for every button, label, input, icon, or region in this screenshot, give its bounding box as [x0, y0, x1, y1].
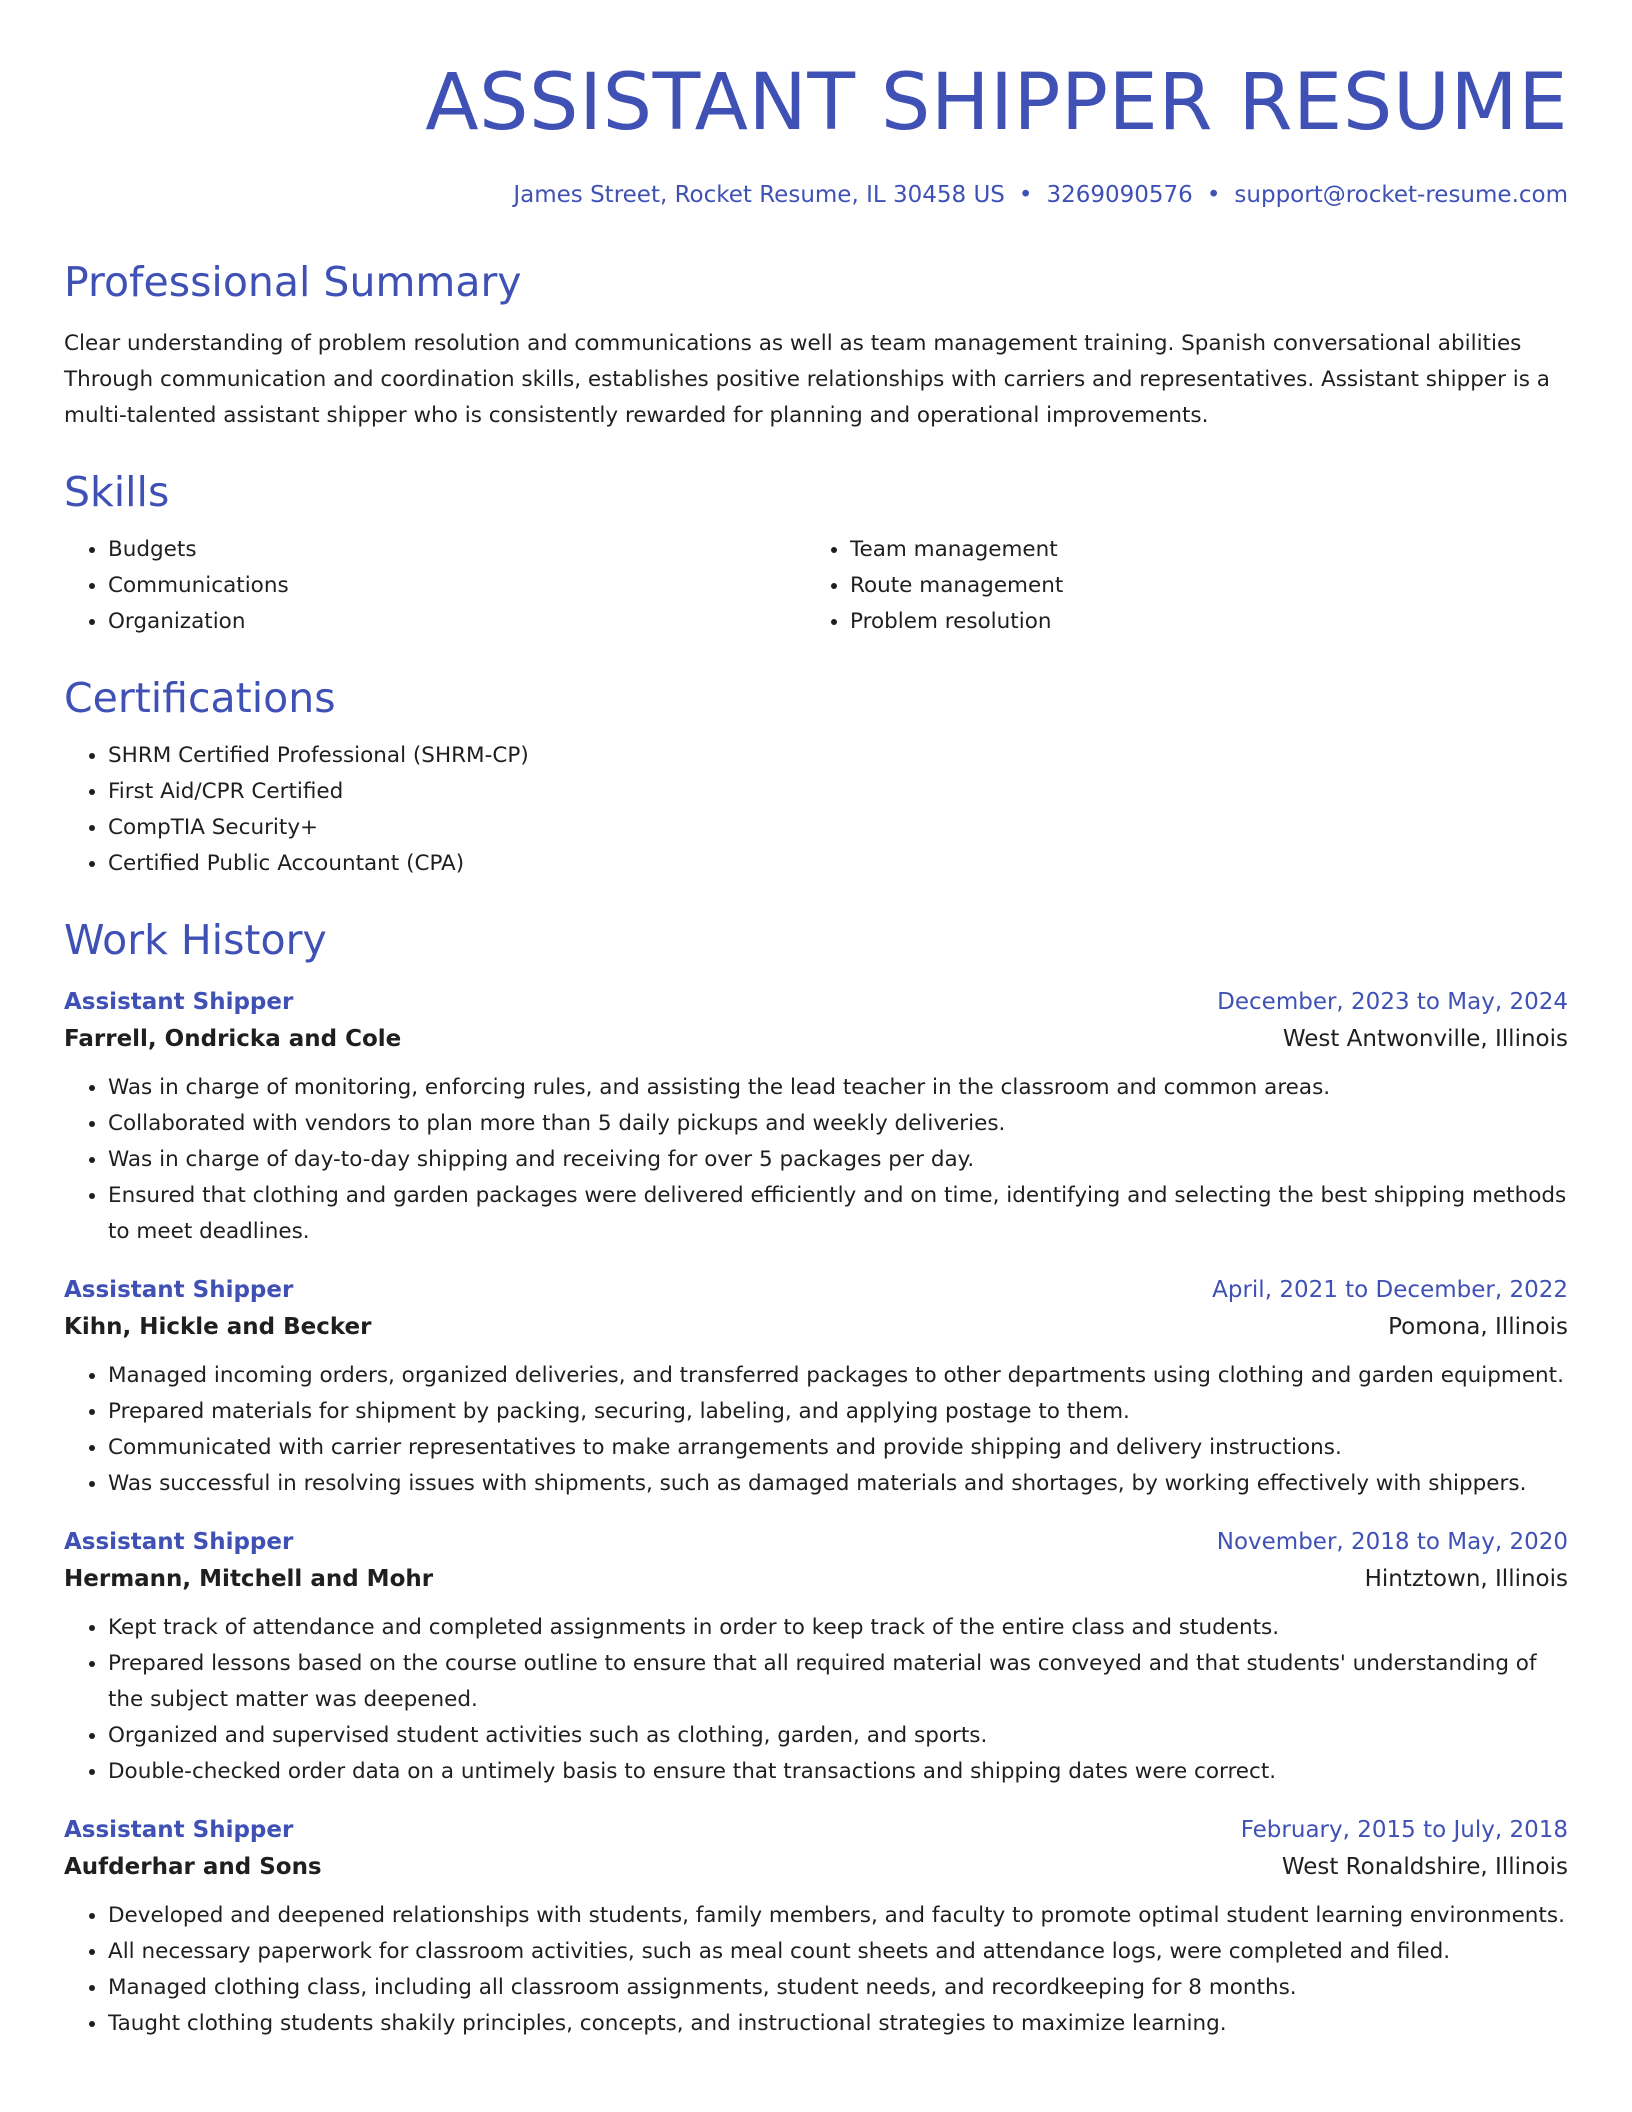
- job-title-row: [64, 984, 1568, 1020]
- work-history-heading: Work History: [64, 916, 327, 964]
- job-company-row: [64, 1848, 1568, 1886]
- certifications-list: [64, 738, 1568, 882]
- contact-address: James Street, Rocket Resume, IL 30458 US: [513, 182, 1005, 208]
- job-entry: [64, 984, 1568, 1250]
- job-bullets: [64, 1358, 1568, 1502]
- resume-header: [64, 48, 1568, 210]
- job-dates: December, 2023 to May, 2024: [1217, 989, 1568, 1015]
- skills-columns: [64, 532, 1568, 640]
- job-bullet: • Communicated with carrier representatives to make arrangements and provide shipping and delivery instructions.: [108, 1430, 1568, 1466]
- skill-item: • Organization: [108, 604, 806, 640]
- job-location: Pomona, Illinois: [1388, 1314, 1568, 1340]
- skill-item: • Communications: [108, 568, 806, 604]
- job-company-row: [64, 1308, 1568, 1346]
- job-bullet: • Managed clothing class, including all classroom assignments, student needs, and recordkeeping for 8 months.: [108, 1970, 1568, 2006]
- job-company: Hermann, Mitchell and Mohr: [64, 1566, 434, 1592]
- job-bullet: • Was in charge of day-to-day shipping and receiving for over 5 packages per day.: [108, 1142, 1568, 1178]
- job-bullets: [64, 1610, 1568, 1790]
- job-bullet: • Taught clothing students shakily principles, concepts, and instructional strategies to maximize learning.: [108, 2006, 1568, 2042]
- job-dates: February, 2015 to July, 2018: [1240, 1817, 1568, 1843]
- job-title-row: [64, 1524, 1568, 1560]
- job-company-row: [64, 1560, 1568, 1598]
- job-bullet: • Organized and supervised student activities such as clothing, garden, and sports.: [108, 1718, 1568, 1754]
- job-location: West Ronaldshire, Illinois: [1281, 1854, 1568, 1880]
- professional-summary-heading: Professional Summary: [64, 258, 522, 306]
- certification-item: • Certified Public Accountant (CPA): [108, 846, 1568, 882]
- job-bullet: • Prepared materials for shipment by packing, securing, labeling, and applying postage to them.: [108, 1394, 1568, 1430]
- job-dates: April, 2021 to December, 2022: [1212, 1277, 1568, 1303]
- job-entry: [64, 1812, 1568, 2042]
- job-bullet: • All necessary paperwork for classroom activities, such as meal count sheets and attendance logs, were completed and filed.: [108, 1934, 1568, 1970]
- skill-item: • Team management: [850, 532, 1548, 568]
- job-bullet: • Was successful in resolving issues with shipments, such as damaged materials and shortages, by working effectively with shippers.: [108, 1466, 1568, 1502]
- job-bullet: • Collaborated with vendors to plan more than 5 daily pickups and weekly deliveries.: [108, 1106, 1568, 1142]
- skills-column-right: [806, 532, 1548, 640]
- job-company: Aufderhar and Sons: [64, 1854, 322, 1880]
- contact-line: [64, 180, 1568, 210]
- job-bullet: • Managed incoming orders, organized deliveries, and transferred packages to other departments using clothing and garden equipment.: [108, 1358, 1568, 1394]
- job-bullet: • Prepared lessons based on the course outline to ensure that all required material was conveyed and that students' understanding of the subject matter was deepened.: [108, 1646, 1568, 1718]
- certification-item: • First Aid/CPR Certified: [108, 774, 1568, 810]
- job-title: Assistant Shipper: [64, 1529, 294, 1555]
- certification-item: • SHRM Certified Professional (SHRM-CP): [108, 738, 1568, 774]
- skills-list-left: [64, 532, 806, 640]
- job-bullet: • Ensured that clothing and garden packages were delivered efficiently and on time, identifying and selecting the best shipping methods to meet deadlines.: [108, 1178, 1568, 1250]
- contact-phone: 3269090576: [1046, 182, 1193, 208]
- contact-separator: •: [1018, 182, 1033, 208]
- job-bullet: • Kept track of attendance and completed assignments in order to keep track of the entire class and students.: [108, 1610, 1568, 1646]
- job-bullet: • Was in charge of monitoring, enforcing rules, and assisting the lead teacher in the classroom and common areas.: [108, 1070, 1568, 1106]
- skills-column-left: [64, 532, 806, 640]
- job-company: Kihn, Hickle and Becker: [64, 1314, 372, 1340]
- job-entry: [64, 1524, 1568, 1790]
- job-title: Assistant Shipper: [64, 1277, 294, 1303]
- job-bullets: [64, 1898, 1568, 2042]
- contact-separator: •: [1206, 182, 1221, 208]
- professional-summary-text: Clear understanding of problem resolution and communications as well as team management training. Spanish conversational abilities Through communication and coordination skills, establishes positive relationships with carriers and representatives. Assistant shipper is a multi-talented assistant shipper who is consistently rewarded for planning and operational improvements.: [64, 331, 1550, 428]
- job-company-row: [64, 1020, 1568, 1058]
- job-location: Hintztown, Illinois: [1364, 1566, 1568, 1592]
- skill-item: • Budgets: [108, 532, 806, 568]
- job-title-row: [64, 1272, 1568, 1308]
- resume-title: ASSISTANT SHIPPER RESUME: [425, 58, 1568, 148]
- certifications-heading: Certifications: [64, 674, 336, 722]
- skill-item: • Problem resolution: [850, 604, 1548, 640]
- skill-item: • Route management: [850, 568, 1548, 604]
- skills-heading: Skills: [64, 468, 170, 516]
- job-bullets: [64, 1070, 1568, 1250]
- job-bullet: • Developed and deepened relationships with students, family members, and faculty to promote optimal student learning environments.: [108, 1898, 1568, 1934]
- certification-item: • CompTIA Security+: [108, 810, 1568, 846]
- job-dates: November, 2018 to May, 2020: [1216, 1529, 1568, 1555]
- job-location: West Antwonville, Illinois: [1282, 1026, 1568, 1052]
- job-company: Farrell, Ondricka and Cole: [64, 1026, 402, 1052]
- skills-list-right: [806, 532, 1548, 640]
- job-title-row: [64, 1812, 1568, 1848]
- job-entry: [64, 1272, 1568, 1502]
- job-title: Assistant Shipper: [64, 1817, 294, 1843]
- job-bullet: • Double-checked order data on a untimely basis to ensure that transactions and shipping dates were correct.: [108, 1754, 1568, 1790]
- job-title: Assistant Shipper: [64, 989, 294, 1015]
- contact-email[interactable]: support@rocket-resume.com: [1234, 182, 1568, 208]
